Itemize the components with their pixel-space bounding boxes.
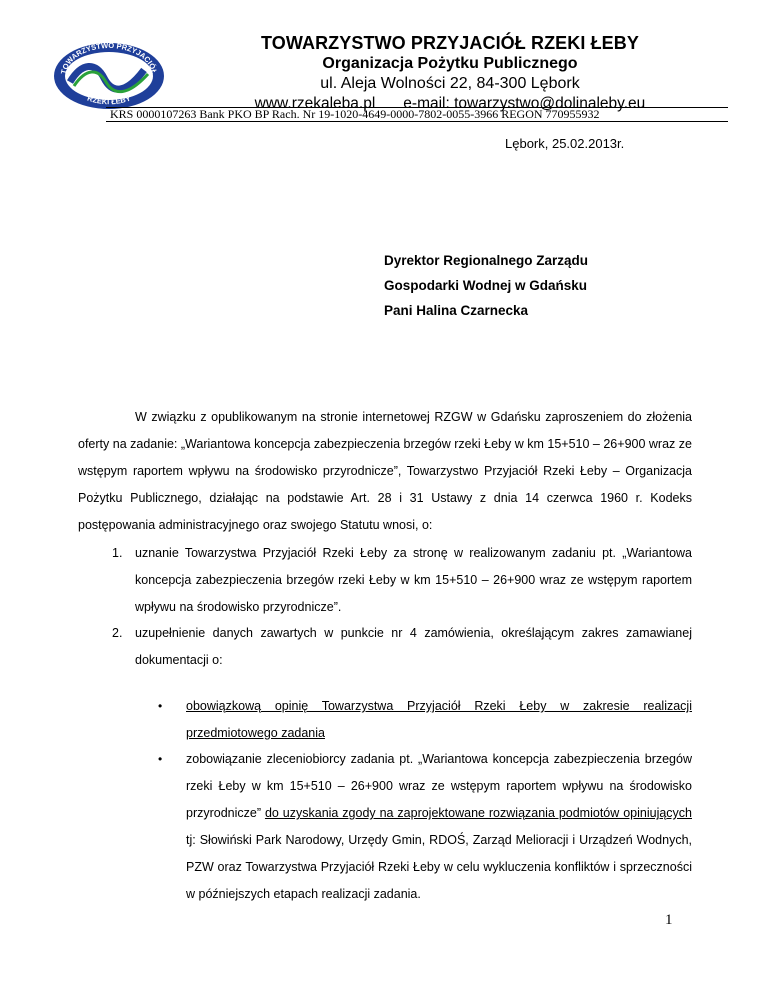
logo-bottom-text: RZEKI ŁEBY (86, 93, 132, 107)
intro-text: W związku z opublikowanym na stronie internetowej RZGW w Gdańsku zaproszeniem do złożenia oferty na zadanie: „Wariantowa koncepcja zabezpieczenia brzegów rzeki Łeby w km 15+510 – 26+900 wraz ze wstępym raportem wpływu na środowisko przyrodnicze”, Towarzystwo Przyjaciół Rzeki Łeby – Organizacja Pożytku Publicznego, działając na podstawie Art. 28 i 31 Ustawy z dnia 14 czerwca 1960 r. Kodeks postępowania administracyjnego oraz swojego Statutu wnosi, o: (78, 410, 692, 532)
addressee-line-3: Pani Halina Czarnecka (384, 303, 529, 318)
website-link[interactable]: www.rzekaleba.pl (254, 95, 376, 112)
organization-logo (52, 40, 166, 110)
letter-date: Lębork, 25.02.2013r. (505, 136, 625, 151)
letterhead (200, 32, 700, 114)
addressee-line-2: Gospodarki Wodnej w Gdańsku (384, 278, 588, 293)
addressee-block (384, 248, 588, 323)
item-number: 1. (112, 546, 123, 560)
bullet-text-after: tj: Słowiński Park Narodowy, Urzędy Gmin, RDOŚ, Zarząd Melioracji i Urządzeń Wodnych, PZW oraz Towarzystwa Przyjaciół Rzeki Łeby w celu wykluczenia konfliktów i sprzeczności w późniejszych etapach realizacji zadania. (186, 833, 692, 901)
bullet-text-before: zobowiązanie zleceniobiorcy zadania pt. „Wariantowa koncepcja zabezpieczenia brzegów rzeki Łeby w km 15+510 – 26+900 wraz ze wstępym raportem wpływu na środowisko przyrodnicze” (186, 752, 692, 820)
bullet-underlined-text: obowiązkową opinię Towarzystwa Przyjaciół Rzeki Łeby w zakresie realizacji przedmiotowego zadania (186, 699, 692, 740)
bullet-text (186, 693, 692, 747)
bullet-icon: • (158, 699, 163, 713)
logo-emblem-icon (52, 40, 166, 110)
item-text: uznanie Towarzystwa Przyjaciół Rzeki Łeby za stronę w realizowanym zadaniu pt. „Wariantowa koncepcja zabezpieczenia brzegów rzeki Łeby w km 15+510 – 26+900 wraz ze wstępym raportem wpływu na środowisko przyrodnicze”. (135, 546, 692, 614)
bullet-text (186, 746, 692, 908)
organization-type: Organizacja Pożytku Publicznego (322, 55, 578, 72)
organization-name: TOWARZYSTWO PRZYJACIÓŁ RZEKI ŁEBY (261, 33, 639, 53)
item-number: 2. (112, 626, 123, 640)
logo-top-text: TOWARZYSTWO PRZYJACIÓŁ (59, 40, 159, 75)
item-text: uzupełnienie danych zawartych w punkcie nr 4 zamówienia, określającym zakres zamawianej dokumentacji o: (135, 626, 692, 667)
intro-paragraph (78, 404, 692, 539)
registry-line: KRS 0000107263 Bank PKO BP Rach. Nr 19-1020-4649-0000-7802-0055-3966 REGON 770955932 (110, 107, 600, 121)
bullet-icon: • (158, 752, 163, 766)
email-link[interactable]: e-mail: towarzystwo@dolinaleby.eu (403, 95, 646, 112)
header-divider-bottom (106, 121, 728, 122)
addressee-line-1: Dyrektor Regionalnego Zarządu (384, 253, 589, 268)
bullet-underlined-text: do uzyskania zgody na zaprojektowane rozwiązania podmiotów opiniujących (264, 806, 692, 820)
page-number: 1 (665, 912, 673, 928)
organization-address: ul. Aleja Wolności 22, 84-300 Lębork (320, 75, 580, 92)
